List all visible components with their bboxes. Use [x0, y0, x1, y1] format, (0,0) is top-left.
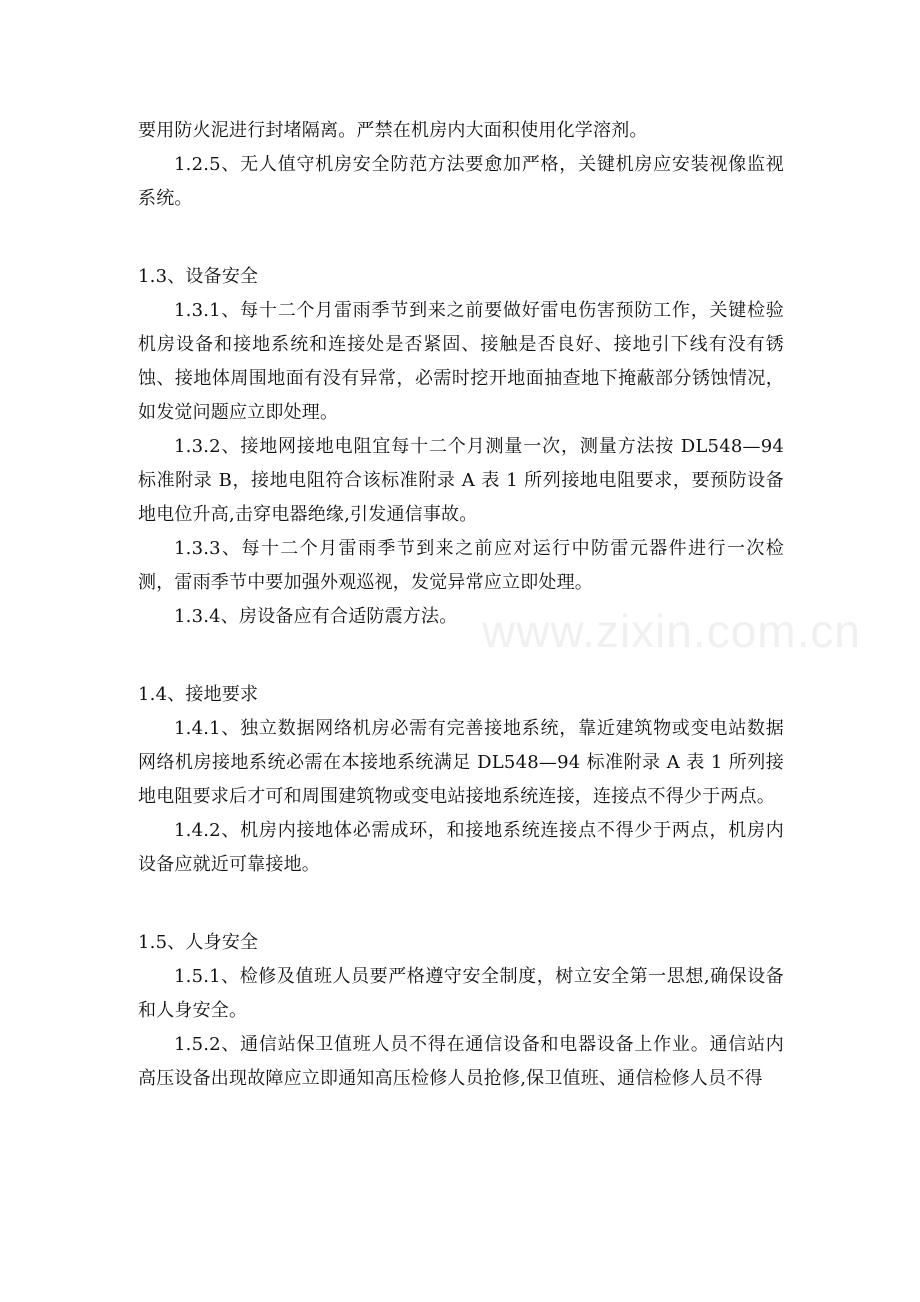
section-heading-1-5: 1.5、人身安全: [138, 932, 259, 953]
section-gap: [138, 882, 784, 926]
paragraph-1-4-2: 1.4.2、机房内接地体必需成环，和接地系统连接点不得少于两点，机房内设备应就近可靠接地。: [138, 820, 784, 875]
paragraph-1-5-1: 1.5.1、检修及值班人员要严格遵守安全制度，树立安全第一思想,确保设备和人身安全。: [138, 966, 784, 1021]
section-heading-1-4: 1.4、接地要求: [138, 684, 259, 705]
paragraph-1-4-1: 1.4.1、独立数据网络机房必需有完善接地系统，靠近建筑物或变电站数据网络机房接地系统必需在本接地系统满足 DL548—94 标准附录 A 表 1 所列接地电阻要求后才可和周围建筑物或变电站接地系统连接，连接点不得少于两点。: [138, 718, 784, 807]
paragraph-continuation: 要用防火泥进行封堵隔离。严禁在机房内大面积使用化学溶剂。: [138, 120, 648, 141]
document-body: [138, 114, 784, 1096]
paragraph-1-3-2: 1.3.2、接地网接地电阻宜每十二个月测量一次，测量方法按 DL548—94 标准附录 B，接地电阻符合该标准附录 A 表 1 所列接地电阻要求，要预防设备地电位升高,击穿电器绝缘,引发通信事故。: [138, 436, 784, 525]
watermark: www.zixin.com.cn: [482, 605, 861, 657]
section-gap: [138, 216, 784, 260]
paragraph-1-5-2: 1.5.2、通信站保卫值班人员不得在通信设备和电器设备上作业。通信站内高压设备出现故障应立即通知高压检修人员抢修,保卫值班、通信检修人员不得: [138, 1034, 784, 1089]
paragraph-1-3-1: 1.3.1、每十二个月雷雨季节到来之前要做好雷电伤害预防工作，关键检验机房设备和接地系统和连接处是否紧固、接触是否良好、接地引下线有没有锈蚀、接地体周围地面有没有异常，必需时挖开地面抽查地下掩蔽部分锈蚀情况，如发觉问题应立即处理。: [138, 300, 784, 423]
paragraph-1-2-5: 1.2.5、无人值守机房安全防范方法要愈加严格，关键机房应安装视像监视系统。: [138, 154, 784, 209]
section-heading-1-3: 1.3、设备安全: [138, 266, 259, 287]
section-gap: [138, 634, 784, 678]
paragraph-1-3-3: 1.3.3、每十二个月雷雨季节到来之前应对运行中防雷元器件进行一次检测，雷雨季节中要加强外观巡视，发觉异常应立即处理。: [138, 538, 784, 593]
paragraph-1-3-4: 1.3.4、房设备应有合适防震方法。: [174, 606, 458, 627]
